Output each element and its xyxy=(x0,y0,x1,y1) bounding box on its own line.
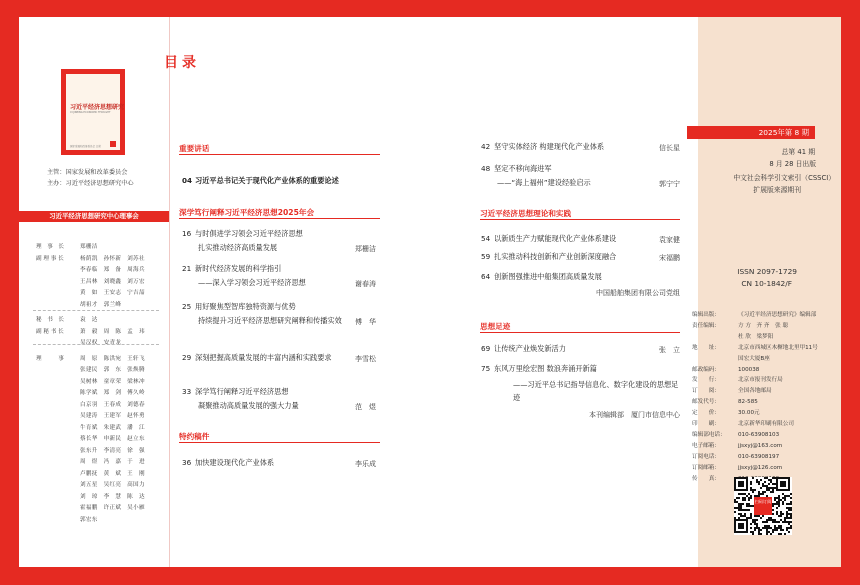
info-row xyxy=(692,310,816,318)
toc-page-number: 48 xyxy=(481,164,491,173)
council-names: 周 原 陈洪宛 王轩飞 xyxy=(80,355,145,362)
toc-page-number: 36 xyxy=(182,458,192,467)
council-names: 白京羽 王春成 刘德春 xyxy=(80,401,145,408)
toc-item[interactable] xyxy=(182,302,296,312)
council-row xyxy=(36,469,145,477)
toc-item-title: 深刻把握高质量发展的丰富内涵和实践要求 xyxy=(195,353,332,362)
cover-badge-icon xyxy=(110,141,116,147)
council-role: 副 秘 书 长 xyxy=(36,328,64,335)
toc-page-number: 04 xyxy=(182,176,193,185)
toc-page-number: 16 xyxy=(182,229,192,238)
info-row xyxy=(692,452,779,460)
toc-item-author: 李雪松 xyxy=(355,355,376,363)
cover-thumbnail[interactable] xyxy=(61,69,125,155)
info-value: 《习近平经济思想研究》编辑部 xyxy=(738,312,817,318)
toc-item-title: 深学笃行阐释习近平经济思想 xyxy=(195,387,289,396)
council-names: 李春临 郑 备 周海兵 xyxy=(80,267,145,273)
council-names: 黄 如 王安志 宁吉喆 xyxy=(80,290,145,296)
council-names: 吴汉权 安青龙 xyxy=(80,340,122,346)
toc-page-number: 59 xyxy=(481,252,491,261)
council-row xyxy=(36,254,145,262)
toc-item-author: 张 立 xyxy=(659,346,680,354)
toc-item[interactable] xyxy=(182,264,281,274)
info-label: 定 价： xyxy=(692,410,720,417)
council-role: 理 事 xyxy=(36,355,64,362)
toc-item-author: 宋福鹏 xyxy=(659,254,680,262)
info-row xyxy=(692,397,758,405)
info-row xyxy=(692,463,782,471)
toc-item[interactable] xyxy=(481,272,602,282)
info-value: 010-63908197 xyxy=(738,453,780,460)
toc-item[interactable] xyxy=(481,142,604,152)
council-names: 张建民 郭 东 张焕腾 xyxy=(80,367,145,373)
qr-subscribe-badge: 扫码订阅 xyxy=(754,497,772,515)
section-heading: 重要讲话 xyxy=(179,144,210,153)
council-row xyxy=(36,515,98,523)
toc-item-author: 范 煜 xyxy=(355,403,376,411)
council-row xyxy=(36,288,145,296)
toc-item-title: 东风万里绘宏图 数浪奔涌开新篇 xyxy=(494,364,597,373)
council-row xyxy=(36,503,145,511)
council-names: 郑栅洁 xyxy=(80,244,98,250)
toc-page-number: 54 xyxy=(481,234,491,243)
council-divider xyxy=(33,310,159,311)
toc-item-subtitle: ——深入学习领会习近平经济思想 xyxy=(198,278,306,287)
info-row xyxy=(692,343,818,351)
toc-item-title: 让传统产业焕发新活力 xyxy=(494,344,566,353)
info-row xyxy=(692,332,773,340)
council-row xyxy=(36,354,145,362)
section-heading: 习近平经济思想理论和实践 xyxy=(480,209,572,218)
info-label: 邮政编码： xyxy=(692,366,720,373)
info-row xyxy=(692,354,770,362)
section-heading: 特约稿件 xyxy=(179,432,210,441)
toc-item-author: 傅 华 xyxy=(355,318,376,326)
council-names: 袁 达 xyxy=(80,317,98,323)
council-row xyxy=(36,492,145,500)
council-row xyxy=(36,388,145,396)
toc-item-title: 与时俱进学习领会习近平经济思想 xyxy=(195,229,303,238)
toc-item[interactable] xyxy=(481,344,566,354)
info-value: 北京市报刊发行局 xyxy=(738,377,783,384)
council-names: 杨荫凯 孙怀新 刘苏社 xyxy=(80,255,145,262)
council-row xyxy=(36,242,98,250)
toc-page-number: 75 xyxy=(481,364,491,373)
info-value: 全国各地邮局 xyxy=(738,388,772,395)
supervisor-line: 主管：国家发展和改革委员会 xyxy=(47,169,128,176)
council-title: 习近平经济思想研究中心理事会 xyxy=(19,211,169,222)
council-names: 刘五星 吴红亮 高国力 xyxy=(80,482,145,488)
council-divider xyxy=(33,344,159,345)
info-row xyxy=(692,386,772,394)
toc-item-author: 本刊编辑部 厦门市信息中心 xyxy=(589,411,680,419)
cover-title: 习近平经济思想研究 xyxy=(70,104,125,111)
cover-page xyxy=(66,74,125,150)
council-names: 吴树林 童章荣 梁林冲 xyxy=(80,378,145,385)
left-panel xyxy=(19,17,170,567)
toc-item-title: 坚定不移向海进军 xyxy=(494,164,552,173)
toc-item-subtitle: 凝聚推动高质量发展的强大力量 xyxy=(198,401,299,410)
section-rule xyxy=(480,332,680,333)
toc-item-author: 袁家健 xyxy=(659,236,680,244)
council-row xyxy=(36,400,145,408)
toc-page-number: 25 xyxy=(182,302,192,311)
council-row xyxy=(36,377,145,385)
info-value: 方 方 齐 齐 张 聪 xyxy=(738,322,789,329)
host-line: 主办：习近平经济思想研究中心 xyxy=(47,180,134,187)
info-label: 订阅邮箱： xyxy=(692,464,720,471)
info-value: 北京市西城区木樨地北里甲11号 xyxy=(738,344,818,351)
info-value: 杜 欣 梁梦阳 xyxy=(738,333,774,340)
toc-item-author: 中国船舶集团有限公司党组 xyxy=(596,289,680,297)
council-role: 副 理 事 长 xyxy=(36,255,64,262)
toc-item[interactable] xyxy=(481,164,552,174)
info-label: 订 阅： xyxy=(692,388,720,395)
info-value: jjsxyj@126.com xyxy=(738,464,783,471)
toc-item-title: 加快建设现代化产业体系 xyxy=(195,458,275,467)
info-row xyxy=(692,408,760,416)
toc-item[interactable] xyxy=(182,229,303,239)
info-row xyxy=(692,365,759,373)
toc-item-author: 李乐成 xyxy=(355,460,376,468)
council-names: 胡祖才 郭兰峰 xyxy=(80,301,122,308)
toc-item-author: 信长星 xyxy=(659,144,680,152)
qr-code[interactable] xyxy=(734,477,792,535)
section-heading: 深学笃行阐释习近平经济思想2025年会 xyxy=(179,208,315,217)
council-names: 卢鹏抚 黄 斌 王 刚 xyxy=(80,470,145,477)
info-value: 82-585 xyxy=(738,399,758,406)
council-row xyxy=(36,411,145,419)
section-rule xyxy=(179,442,380,443)
toc-page-number: 21 xyxy=(182,264,192,273)
info-value: jjsxyj@163.com xyxy=(738,442,783,449)
council-names: 吴建涛 王建军 赵怀勇 xyxy=(80,413,145,419)
info-label: 编辑出版： xyxy=(692,312,720,318)
toc-item-title: 坚守实体经济 构建现代化产业体系 xyxy=(494,142,605,151)
council-row xyxy=(36,480,145,488)
toc-item[interactable] xyxy=(182,387,288,397)
toc-item-title: 以新质生产力赋能现代化产业体系建设 xyxy=(494,234,617,243)
toc-page-number: 33 xyxy=(182,387,192,396)
council-names: 陈学斌 郑 剑 傅久岭 xyxy=(80,390,145,396)
section-heading: 思想足迹 xyxy=(480,322,511,331)
info-value: 国宏大厦B座 xyxy=(738,355,770,362)
council-row xyxy=(36,446,145,454)
info-label: 责任编辑： xyxy=(692,322,720,329)
toc-item-title: 用好聚焦型智库独特资源与优势 xyxy=(195,302,296,311)
info-value: 30.00元 xyxy=(738,410,760,417)
toc-item-author: 谢春涛 xyxy=(355,280,376,288)
toc-item[interactable] xyxy=(481,364,597,374)
toc-item-subtitle: 持续提升习近平经济思想研究阐释和传播实效 xyxy=(198,316,342,325)
council-row xyxy=(36,423,145,431)
council-names: 牛育斌 朱建武 潘 江 xyxy=(80,424,145,431)
page-title: 目录 xyxy=(164,55,200,71)
section-rule xyxy=(480,219,680,220)
council-row xyxy=(36,265,145,273)
info-value: 010-63908103 xyxy=(738,431,780,438)
cover-subtitle: XI JINPING ECONOMIC THOUGHT xyxy=(70,111,111,114)
issn: ISSN 2097-1729 xyxy=(737,267,797,276)
info-row xyxy=(692,321,788,329)
council-role: 秘 书 长 xyxy=(36,317,64,323)
info-row xyxy=(692,419,794,427)
toc-page-number: 42 xyxy=(481,142,491,151)
council-names: 刘 琼 李 慧 陈 达 xyxy=(80,493,145,500)
toc-item-title: 习近平总书记关于现代化产业体系的重要论述 xyxy=(195,176,339,185)
council-names: 王昌林 刘晓鑫 刘万宏 xyxy=(80,278,145,285)
toc-item-title: 创新图强推进中船集团高质量发展 xyxy=(494,272,602,281)
council-role: 理 事 长 xyxy=(36,244,64,250)
toc-item[interactable] xyxy=(481,234,616,244)
toc-item[interactable] xyxy=(182,176,339,186)
info-label: 电子邮箱： xyxy=(692,442,720,449)
toc-item-author: 郭宁宁 xyxy=(659,180,680,188)
toc-item-subtitle: 扎实推动经济高质量发展 xyxy=(198,243,278,252)
toc-page-number: 69 xyxy=(481,344,491,353)
toc-item[interactable] xyxy=(481,252,616,262)
council-row xyxy=(36,434,145,442)
council-names: 霍福鹏 许正斌 吴小雁 xyxy=(80,505,145,511)
council-names: 张东升 李清亮 徐 强 xyxy=(80,447,145,454)
info-label: 传 真： xyxy=(692,475,720,482)
info-label: 编辑部电话： xyxy=(692,431,726,438)
council-row xyxy=(36,457,145,465)
info-label: 发 行： xyxy=(692,377,720,384)
council-names: 萧 毅 周 陈 孟 玮 xyxy=(80,328,145,335)
toc-item-subtitle: ——习近平总书记指导信息化、数字化建设的思想足迹 xyxy=(513,380,679,402)
info-label: 地 址： xyxy=(692,344,720,351)
council-row xyxy=(36,327,145,335)
section-rule xyxy=(179,218,380,219)
info-row xyxy=(692,441,782,449)
toc-page-number: 29 xyxy=(182,353,192,362)
council-row xyxy=(36,300,121,308)
council-row xyxy=(36,365,145,373)
info-label: 印 刷： xyxy=(692,421,720,427)
council-row xyxy=(36,315,98,323)
toc-item[interactable] xyxy=(182,458,274,468)
total-issue: 总第 41 期 xyxy=(781,148,815,156)
info-value: 100038 xyxy=(738,366,760,373)
index-line-2: 扩展版来源期刊 xyxy=(753,186,801,194)
issue-badge: 2025年第 8 期 xyxy=(687,126,815,139)
publish-date: 8 月 28 日出版 xyxy=(769,160,816,168)
index-line-1: 中文社会科学引文索引（CSSCI） xyxy=(733,174,835,182)
council-names: 蔡长华 申新民 赵立东 xyxy=(80,436,145,442)
toc-page-number: 64 xyxy=(481,272,491,281)
toc-item-author: 郑栅洁 xyxy=(355,245,376,253)
toc-item-title: 扎实推动科技创新和产业创新深度融合 xyxy=(494,252,617,261)
cover-footer: 国家发展和改革委员会 主管 xyxy=(70,145,101,148)
info-label: 邮发代号： xyxy=(692,399,720,406)
section-rule xyxy=(179,154,380,155)
toc-item-title: 新时代经济发展的科学指引 xyxy=(195,264,282,273)
toc-item[interactable] xyxy=(182,353,332,363)
info-value: 北京新华印刷有限公司 xyxy=(738,421,794,427)
info-row xyxy=(692,430,779,438)
cn-number: CN 10-1842/F xyxy=(741,279,792,288)
toc-item-subtitle: ——“海上福州”建设经验启示 xyxy=(497,178,591,187)
info-row xyxy=(692,375,783,383)
council-names: 郭宏东 xyxy=(80,516,98,523)
council-names: 周 煜 冯 嘉 于 进 xyxy=(80,459,145,465)
info-label: 订阅电话： xyxy=(692,453,720,460)
council-row xyxy=(36,277,145,285)
